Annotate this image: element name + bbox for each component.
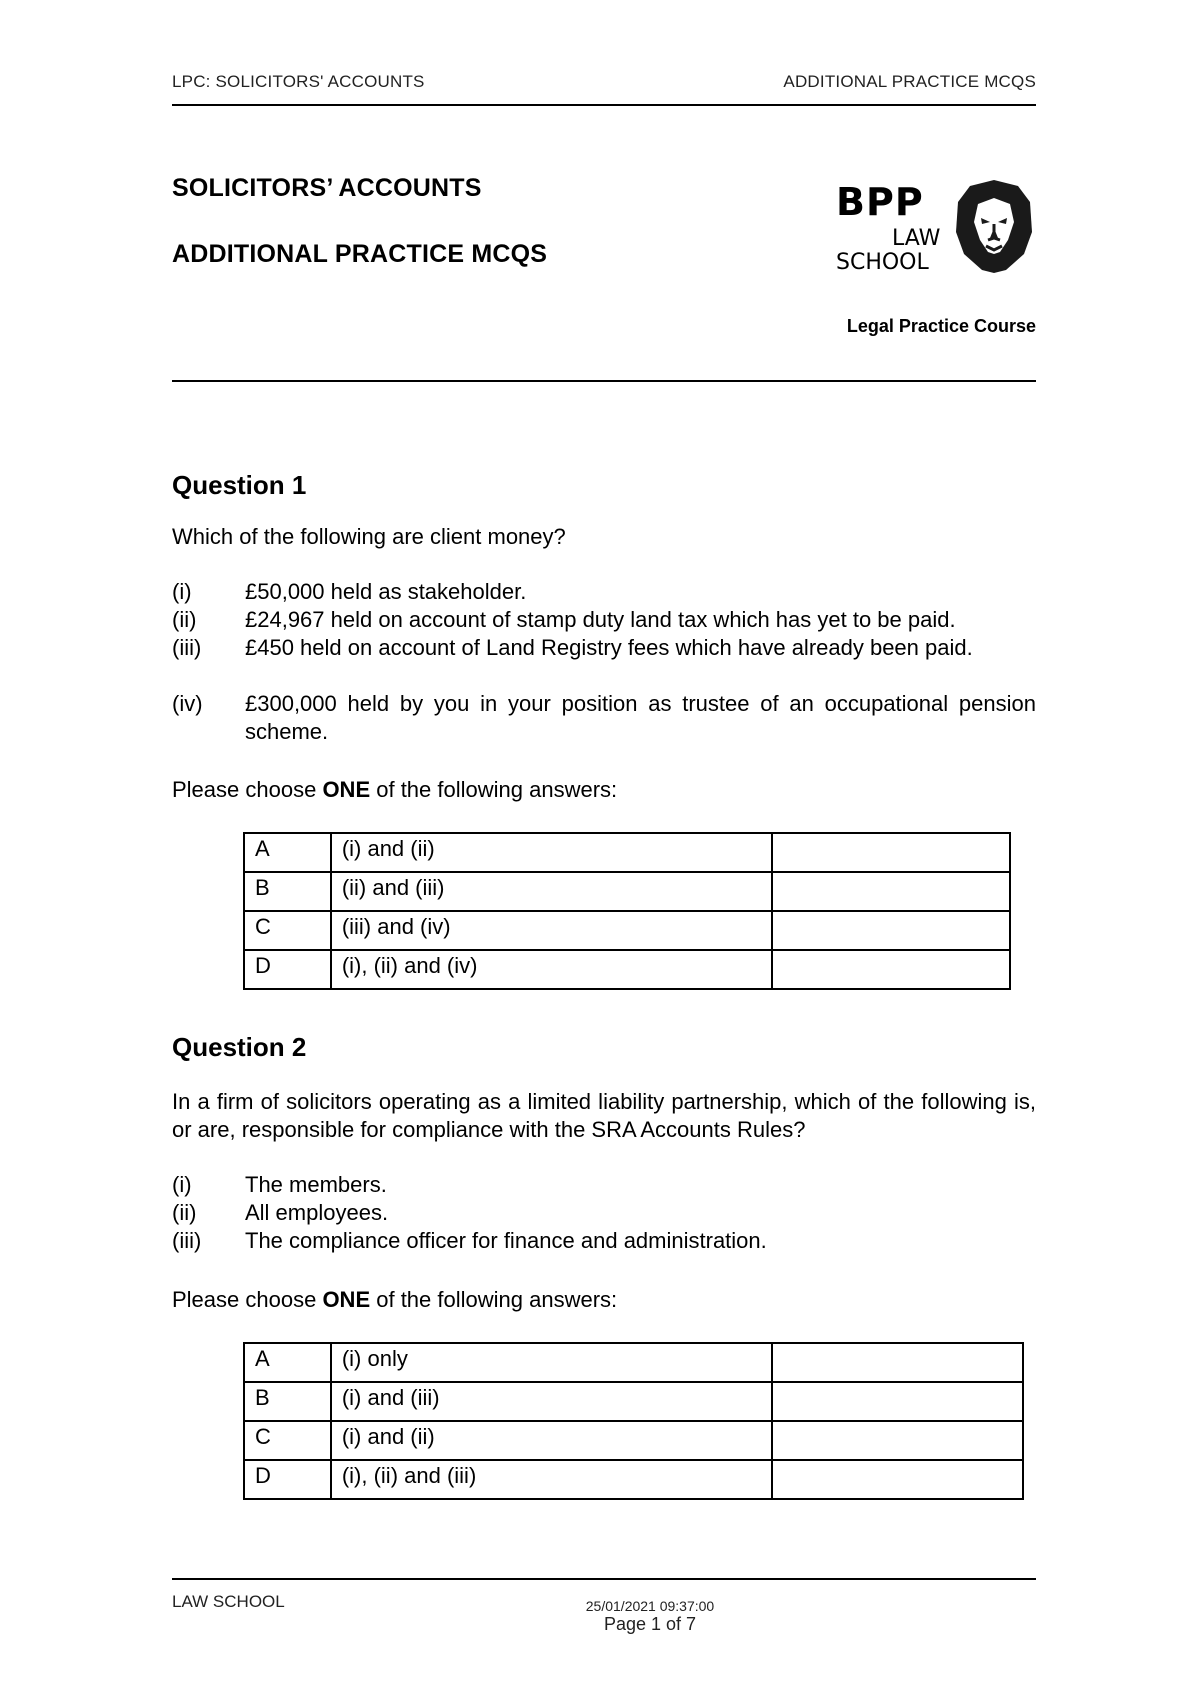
table-row bbox=[244, 1460, 1023, 1499]
item-text: All employees. bbox=[245, 1200, 389, 1225]
answer-text: (i) and (iii) bbox=[331, 1382, 772, 1421]
running-header-left: LPC: SOLICITORS' ACCOUNTS bbox=[172, 72, 425, 91]
answer-mark-cell[interactable] bbox=[772, 911, 1010, 950]
question-2-prompt: In a firm of solicitors operating as a limited liability partnership, which of the following is, or are, responsible for compliance with the SRA Accounts Rules? bbox=[172, 1089, 1036, 1142]
logo-line-school: SCHOOL bbox=[836, 250, 929, 275]
answer-letter: D bbox=[244, 1460, 331, 1499]
item-text: £300,000 held by you in your position as trustee of an occupational pension scheme. bbox=[245, 691, 1036, 744]
table-row bbox=[244, 950, 1010, 989]
course-label: Legal Practice Course bbox=[846, 316, 1036, 336]
question-1-item bbox=[172, 606, 1036, 634]
answer-text: (i), (ii) and (iii) bbox=[331, 1460, 772, 1499]
answer-text: (i) and (ii) bbox=[331, 833, 772, 872]
instruction-suffix: of the following answers: bbox=[370, 1287, 618, 1312]
question-2-answer-table bbox=[243, 1342, 1024, 1500]
question-2-instruction bbox=[172, 1286, 1036, 1314]
answer-text: (iii) and (iv) bbox=[331, 911, 772, 950]
question-1-item bbox=[172, 634, 1036, 662]
running-header-right: ADDITIONAL PRACTICE MCQS bbox=[783, 72, 1036, 91]
answer-mark-cell[interactable] bbox=[772, 1460, 1023, 1499]
answer-letter: C bbox=[244, 1421, 331, 1460]
answer-mark-cell[interactable] bbox=[772, 1382, 1023, 1421]
instruction-emphasis: ONE bbox=[322, 1287, 371, 1312]
item-text: The compliance officer for finance and administration. bbox=[245, 1228, 767, 1253]
answer-text: (i) and (ii) bbox=[331, 1421, 772, 1460]
instruction-emphasis: ONE bbox=[322, 777, 371, 802]
answer-mark-cell[interactable] bbox=[772, 1343, 1023, 1382]
item-number: (ii) bbox=[172, 1200, 197, 1225]
answer-mark-cell[interactable] bbox=[772, 872, 1010, 911]
header-rule bbox=[172, 104, 1036, 106]
item-number: (iii) bbox=[172, 635, 202, 660]
answer-text: (i), (ii) and (iv) bbox=[331, 950, 772, 989]
table-row bbox=[244, 1421, 1023, 1460]
question-1-answer-table bbox=[243, 832, 1011, 990]
item-text: The members. bbox=[245, 1172, 387, 1197]
question-2-item bbox=[172, 1227, 1036, 1255]
answer-letter: D bbox=[244, 950, 331, 989]
answer-mark-cell[interactable] bbox=[772, 833, 1010, 872]
question-1-prompt: Which of the following are client money? bbox=[172, 524, 566, 549]
item-number: (i) bbox=[172, 1172, 192, 1197]
logo-brand: BPP bbox=[836, 180, 924, 224]
item-number: (iv) bbox=[172, 691, 203, 716]
table-row bbox=[244, 911, 1010, 950]
item-number: (iii) bbox=[172, 1228, 202, 1253]
answer-text: (i) only bbox=[331, 1343, 772, 1382]
item-number: (ii) bbox=[172, 607, 197, 632]
document-title: SOLICITORS’ ACCOUNTS bbox=[172, 174, 482, 202]
answer-mark-cell[interactable] bbox=[772, 1421, 1023, 1460]
footer-timestamp: 25/01/2021 09:37:00 bbox=[585, 1598, 715, 1614]
answer-letter: C bbox=[244, 911, 331, 950]
footer-rule bbox=[172, 1578, 1036, 1580]
question-1-heading: Question 1 bbox=[172, 470, 307, 500]
question-1-instruction bbox=[172, 776, 1036, 804]
question-2-item bbox=[172, 1171, 1036, 1199]
answer-letter: B bbox=[244, 1382, 331, 1421]
question-1-item bbox=[172, 578, 1036, 606]
answer-letter: A bbox=[244, 833, 331, 872]
table-row bbox=[244, 1343, 1023, 1382]
answer-mark-cell[interactable] bbox=[772, 950, 1010, 989]
instruction-prefix: Please choose bbox=[172, 1287, 323, 1312]
footer-left: LAW SCHOOL bbox=[172, 1592, 285, 1611]
instruction-prefix: Please choose bbox=[172, 777, 323, 802]
title-rule bbox=[172, 380, 1036, 382]
answer-text: (ii) and (iii) bbox=[331, 872, 772, 911]
item-number: (i) bbox=[172, 579, 192, 604]
logo-line-law: LAW bbox=[892, 226, 941, 251]
table-row bbox=[244, 872, 1010, 911]
bpp-law-school-logo bbox=[836, 180, 1036, 280]
answer-letter: A bbox=[244, 1343, 331, 1382]
answer-letter: B bbox=[244, 872, 331, 911]
question-2-heading: Question 2 bbox=[172, 1032, 307, 1062]
table-row bbox=[244, 1382, 1023, 1421]
table-row bbox=[244, 833, 1010, 872]
lion-head-icon bbox=[954, 178, 1034, 274]
item-text: £450 held on account of Land Registry fees which have already been paid. bbox=[245, 635, 973, 660]
question-1-item bbox=[172, 690, 1036, 746]
instruction-suffix: of the following answers: bbox=[370, 777, 618, 802]
item-text: £24,967 held on account of stamp duty land tax which has yet to be paid. bbox=[245, 607, 956, 632]
page-number: Page 1 of 7 bbox=[603, 1614, 697, 1634]
question-2-item bbox=[172, 1199, 1036, 1227]
item-text: £50,000 held as stakeholder. bbox=[245, 579, 527, 604]
document-subtitle: ADDITIONAL PRACTICE MCQS bbox=[172, 240, 548, 268]
